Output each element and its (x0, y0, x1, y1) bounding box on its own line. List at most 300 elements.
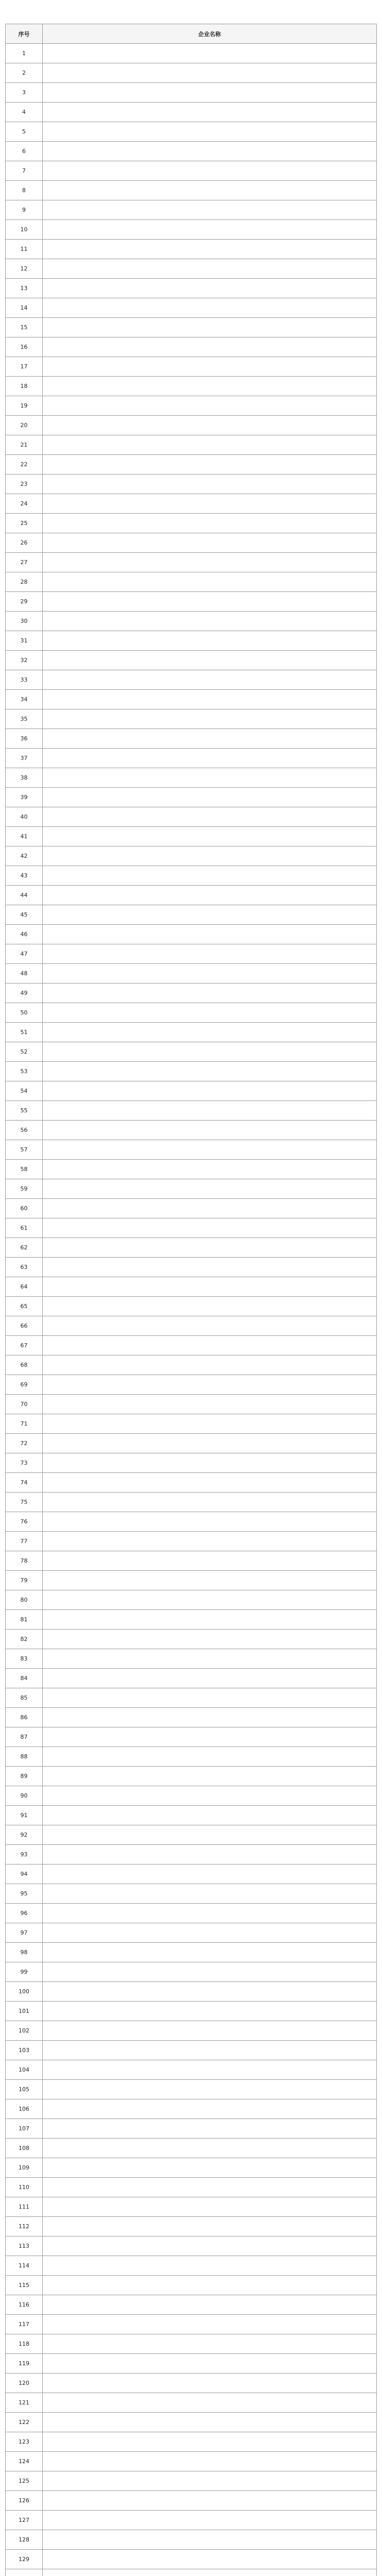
company-name (43, 690, 377, 709)
company-name (43, 1395, 377, 1414)
table-row (6, 612, 377, 631)
row-number: 47 (6, 944, 43, 964)
company-name (43, 1630, 377, 1649)
row-number: 69 (6, 1375, 43, 1395)
table-row (6, 1179, 377, 1199)
row-number: 45 (6, 905, 43, 925)
company-name (43, 1943, 377, 1962)
row-number: 88 (6, 1747, 43, 1767)
company-name (43, 866, 377, 886)
company-name (43, 1767, 377, 1786)
row-number: 52 (6, 1042, 43, 1062)
row-number: 44 (6, 886, 43, 905)
row-number: 19 (6, 396, 43, 416)
row-number: 81 (6, 1610, 43, 1630)
table-row (6, 83, 377, 103)
company-name (43, 1081, 377, 1101)
company-name (43, 2432, 377, 2452)
row-number: 10 (6, 220, 43, 240)
row-number: 101 (6, 2002, 43, 2021)
company-name (43, 1023, 377, 1042)
table-row (6, 749, 377, 768)
table-row (6, 514, 377, 533)
company-name (43, 357, 377, 377)
company-name (43, 788, 377, 807)
table-row (6, 1395, 377, 1414)
company-name (43, 1571, 377, 1590)
table-row (6, 2021, 377, 2041)
company-name (43, 2002, 377, 2021)
company-name (43, 964, 377, 984)
row-number: 51 (6, 1023, 43, 1042)
table-row (6, 1140, 377, 1160)
row-number: 22 (6, 455, 43, 474)
table-row (6, 181, 377, 200)
row-number: 33 (6, 670, 43, 690)
company-name (43, 1669, 377, 1688)
row-number: 30 (6, 612, 43, 631)
company-name (43, 1434, 377, 1453)
table-row (6, 2060, 377, 2080)
company-name (43, 1708, 377, 1727)
table-row (6, 1865, 377, 1884)
row-number: 70 (6, 1395, 43, 1414)
table-row (6, 1473, 377, 1493)
table-row (6, 240, 377, 259)
company-name (43, 1962, 377, 1982)
table-row (6, 161, 377, 181)
company-name (43, 2315, 377, 2334)
company-table (5, 24, 377, 2576)
row-number: 129 (6, 2550, 43, 2569)
table-row (6, 1512, 377, 1532)
company-name (43, 1414, 377, 1434)
company-name (43, 2217, 377, 2236)
row-number: 36 (6, 729, 43, 749)
company-name (43, 2276, 377, 2295)
company-name (43, 2021, 377, 2041)
table-row (6, 1727, 377, 1747)
row-number: 43 (6, 866, 43, 886)
row-number: 6 (6, 142, 43, 161)
company-name (43, 259, 377, 279)
table-row (6, 2256, 377, 2276)
company-name (43, 827, 377, 846)
table-row (6, 1669, 377, 1688)
table-row (6, 1610, 377, 1630)
row-number: 4 (6, 103, 43, 122)
company-name (43, 1610, 377, 1630)
row-number: 63 (6, 1258, 43, 1277)
company-name (43, 161, 377, 181)
row-number: 64 (6, 1277, 43, 1297)
row-number: 40 (6, 807, 43, 827)
table-row (6, 2002, 377, 2021)
row-number: 50 (6, 1003, 43, 1023)
company-name (43, 1121, 377, 1140)
row-number: 66 (6, 1316, 43, 1336)
company-name (43, 2295, 377, 2315)
table-row (6, 1982, 377, 2002)
row-number: 18 (6, 377, 43, 396)
table-row (6, 337, 377, 357)
row-number: 82 (6, 1630, 43, 1649)
row-number: 5 (6, 122, 43, 142)
row-number: 95 (6, 1884, 43, 1904)
company-name (43, 2413, 377, 2432)
company-name (43, 63, 377, 83)
company-name (43, 2569, 377, 2576)
table-row (6, 200, 377, 220)
row-number: 93 (6, 1845, 43, 1865)
table-row (6, 1825, 377, 1845)
company-name (43, 2354, 377, 2374)
table-row (6, 944, 377, 964)
table-row (6, 279, 377, 298)
row-number: 109 (6, 2158, 43, 2178)
company-name (43, 1532, 377, 1551)
table-row (6, 2374, 377, 2393)
table-row (6, 2413, 377, 2432)
company-name (43, 298, 377, 318)
row-number: 53 (6, 1062, 43, 1081)
table-row (6, 1081, 377, 1101)
table-row (6, 572, 377, 592)
row-number: 75 (6, 1493, 43, 1512)
row-number: 61 (6, 1218, 43, 1238)
company-name (43, 1923, 377, 1943)
table-header-row (6, 24, 377, 44)
table-row (6, 44, 377, 63)
table-row (6, 2432, 377, 2452)
row-number: 12 (6, 259, 43, 279)
company-name (43, 2080, 377, 2099)
row-number: 127 (6, 2511, 43, 2530)
table-row (6, 2452, 377, 2471)
company-name (43, 514, 377, 533)
row-number: 20 (6, 416, 43, 435)
column-header-company-name: 企业名称 (43, 24, 377, 44)
table-row (6, 259, 377, 279)
company-name (43, 2099, 377, 2119)
company-name (43, 1003, 377, 1023)
table-row (6, 1845, 377, 1865)
table-row (6, 2471, 377, 2491)
company-name (43, 553, 377, 572)
company-name (43, 709, 377, 729)
company-name (43, 1473, 377, 1493)
table-row (6, 2491, 377, 2511)
company-name (43, 1825, 377, 1845)
company-name (43, 2158, 377, 2178)
row-number: 84 (6, 1669, 43, 1688)
row-number: 94 (6, 1865, 43, 1884)
table-row (6, 2178, 377, 2197)
company-name (43, 318, 377, 337)
company-name (43, 103, 377, 122)
company-name (43, 83, 377, 103)
row-number: 67 (6, 1336, 43, 1355)
row-number: 83 (6, 1649, 43, 1669)
row-number: 7 (6, 161, 43, 181)
table-row (6, 670, 377, 690)
table-row (6, 1590, 377, 1610)
row-number: 48 (6, 964, 43, 984)
table-row (6, 122, 377, 142)
company-name (43, 2060, 377, 2080)
table-row (6, 905, 377, 925)
row-number: 92 (6, 1825, 43, 1845)
company-name (43, 200, 377, 220)
company-name (43, 181, 377, 200)
company-name (43, 651, 377, 670)
table-row (6, 1160, 377, 1179)
company-name (43, 592, 377, 612)
company-name (43, 396, 377, 416)
company-name (43, 2334, 377, 2354)
row-number: 102 (6, 2021, 43, 2041)
row-number: 72 (6, 1434, 43, 1453)
table-row (6, 1571, 377, 1590)
table-row (6, 1218, 377, 1238)
company-name (43, 474, 377, 494)
row-number: 116 (6, 2295, 43, 2315)
company-name (43, 572, 377, 592)
table-row (6, 866, 377, 886)
company-name (43, 1688, 377, 1708)
table-row (6, 1355, 377, 1375)
company-name (43, 749, 377, 768)
company-name (43, 1512, 377, 1532)
table-row (6, 1649, 377, 1669)
company-name (43, 1218, 377, 1238)
row-number: 96 (6, 1904, 43, 1923)
company-name (43, 2139, 377, 2158)
row-number: 100 (6, 1982, 43, 2002)
row-number: 16 (6, 337, 43, 357)
row-number: 54 (6, 1081, 43, 1101)
table-row (6, 2197, 377, 2217)
row-number: 76 (6, 1512, 43, 1532)
table-row (6, 651, 377, 670)
row-number: 87 (6, 1727, 43, 1747)
row-number: 21 (6, 435, 43, 455)
table-row (6, 2295, 377, 2315)
table-row (6, 494, 377, 514)
table-row (6, 1786, 377, 1806)
table-row (6, 1297, 377, 1316)
table-row (6, 1923, 377, 1943)
company-name (43, 2041, 377, 2060)
company-name (43, 1727, 377, 1747)
row-number: 90 (6, 1786, 43, 1806)
table-row (6, 1904, 377, 1923)
company-name (43, 768, 377, 788)
table-row (6, 690, 377, 709)
table-row (6, 455, 377, 474)
row-number: 42 (6, 846, 43, 866)
table-row (6, 2099, 377, 2119)
table-row (6, 886, 377, 905)
table-row (6, 1199, 377, 1218)
table-row (6, 984, 377, 1003)
table-row (6, 357, 377, 377)
row-number: 99 (6, 1962, 43, 1982)
table-header (6, 24, 377, 44)
company-name (43, 1884, 377, 1904)
row-number: 123 (6, 2432, 43, 2452)
company-name (43, 1297, 377, 1316)
company-name (43, 1062, 377, 1081)
company-name (43, 944, 377, 964)
table-row (6, 2041, 377, 2060)
row-number: 68 (6, 1355, 43, 1375)
company-name (43, 1982, 377, 2002)
row-number: 85 (6, 1688, 43, 1708)
company-name (43, 1806, 377, 1825)
row-number: 9 (6, 200, 43, 220)
row-number: 35 (6, 709, 43, 729)
table-row (6, 2334, 377, 2354)
table-body (6, 44, 377, 2576)
table-row (6, 2119, 377, 2139)
row-number: 14 (6, 298, 43, 318)
row-number: 114 (6, 2256, 43, 2276)
row-number: 26 (6, 533, 43, 553)
company-name (43, 1493, 377, 1512)
table-row (6, 2139, 377, 2158)
table-row (6, 416, 377, 435)
row-number: 55 (6, 1101, 43, 1121)
table-row (6, 2354, 377, 2374)
table-row (6, 1708, 377, 1727)
company-name (43, 2471, 377, 2491)
row-number: 120 (6, 2374, 43, 2393)
company-name (43, 1179, 377, 1199)
company-name (43, 122, 377, 142)
company-name (43, 2119, 377, 2139)
table-row (6, 396, 377, 416)
company-name (43, 1551, 377, 1571)
row-number: 79 (6, 1571, 43, 1590)
company-name (43, 846, 377, 866)
row-number: 57 (6, 1140, 43, 1160)
table-row (6, 1962, 377, 1982)
table-row (6, 1375, 377, 1395)
row-number: 107 (6, 2119, 43, 2139)
company-name (43, 240, 377, 259)
row-number: 60 (6, 1199, 43, 1218)
row-number: 118 (6, 2334, 43, 2354)
company-name (43, 2178, 377, 2197)
row-number: 17 (6, 357, 43, 377)
table-row (6, 1316, 377, 1336)
table-row (6, 2217, 377, 2236)
company-name (43, 2256, 377, 2276)
table-row (6, 1238, 377, 1258)
row-number: 25 (6, 514, 43, 533)
table-row (6, 474, 377, 494)
row-number: 39 (6, 788, 43, 807)
table-row (6, 1532, 377, 1551)
company-name (43, 1747, 377, 1767)
row-number: 112 (6, 2217, 43, 2236)
row-number: 38 (6, 768, 43, 788)
company-name (43, 533, 377, 553)
table-row (6, 2511, 377, 2530)
table-row (6, 2569, 377, 2576)
table-row (6, 142, 377, 161)
table-row (6, 2276, 377, 2295)
row-number: 115 (6, 2276, 43, 2295)
company-name (43, 1590, 377, 1610)
row-number: 108 (6, 2139, 43, 2158)
table-row (6, 1121, 377, 1140)
company-name (43, 1199, 377, 1218)
company-name (43, 1140, 377, 1160)
table-row (6, 2550, 377, 2569)
row-number: 37 (6, 749, 43, 768)
company-name (43, 2374, 377, 2393)
table-row (6, 827, 377, 846)
table-row (6, 298, 377, 318)
row-number: 128 (6, 2530, 43, 2550)
company-name (43, 337, 377, 357)
row-number: 104 (6, 2060, 43, 2080)
table-row (6, 1277, 377, 1297)
table-row (6, 846, 377, 866)
company-name (43, 1649, 377, 1669)
table-row (6, 1767, 377, 1786)
company-name (43, 1453, 377, 1473)
table-row (6, 1101, 377, 1121)
company-name (43, 2530, 377, 2550)
company-name (43, 2197, 377, 2217)
table-row (6, 1336, 377, 1355)
company-name (43, 2511, 377, 2530)
column-header-number: 序号 (6, 24, 43, 44)
table-row (6, 1551, 377, 1571)
company-name (43, 2452, 377, 2471)
company-name (43, 435, 377, 455)
table-row (6, 1434, 377, 1453)
row-number: 80 (6, 1590, 43, 1610)
row-number: 11 (6, 240, 43, 259)
table-row (6, 2080, 377, 2099)
table-row (6, 220, 377, 240)
company-name (43, 2393, 377, 2413)
company-name (43, 1355, 377, 1375)
row-number: 111 (6, 2197, 43, 2217)
company-name (43, 494, 377, 514)
table-row (6, 1630, 377, 1649)
table-row (6, 63, 377, 83)
company-name (43, 2236, 377, 2256)
row-number: 24 (6, 494, 43, 514)
row-number: 105 (6, 2080, 43, 2099)
company-name (43, 416, 377, 435)
table-row (6, 2393, 377, 2413)
row-number: 89 (6, 1767, 43, 1786)
row-number: 2 (6, 63, 43, 83)
row-number: 46 (6, 925, 43, 944)
table-row (6, 1003, 377, 1023)
company-name (43, 1865, 377, 1884)
row-number: 103 (6, 2041, 43, 2060)
company-name (43, 670, 377, 690)
row-number: 74 (6, 1473, 43, 1493)
row-number: 62 (6, 1238, 43, 1258)
